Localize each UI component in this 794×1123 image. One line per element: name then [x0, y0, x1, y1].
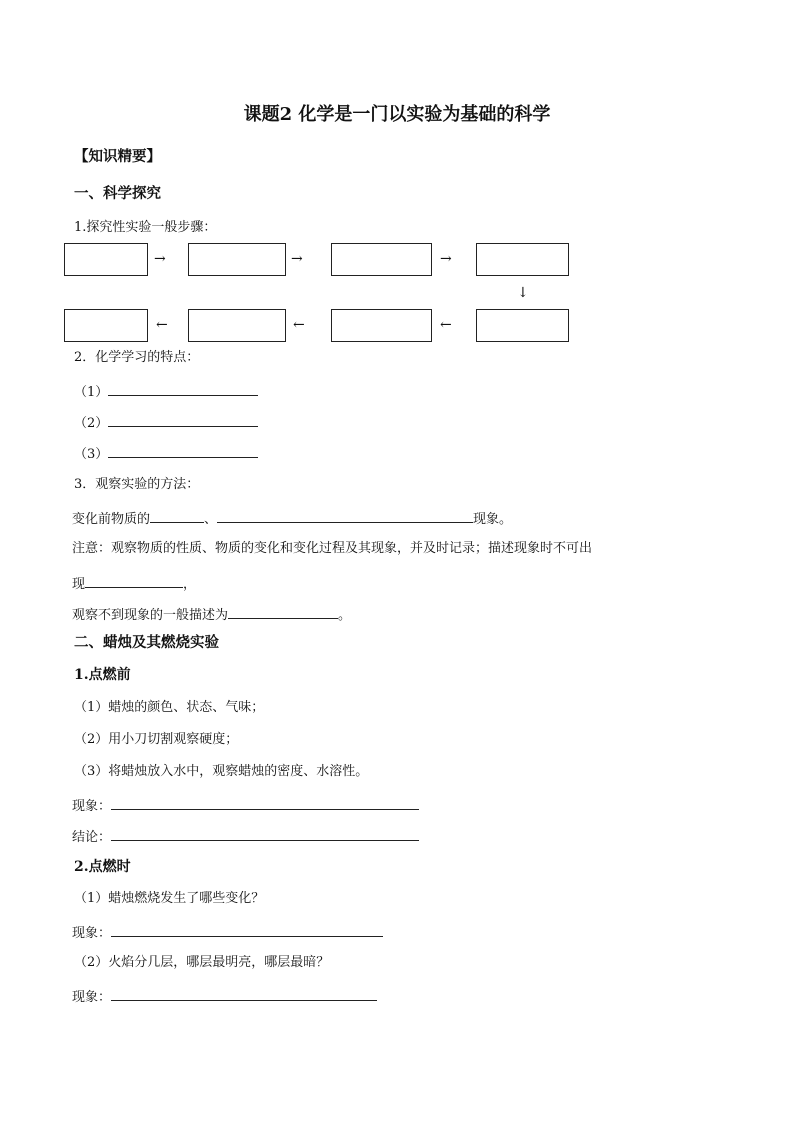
- feature-item-2: [74, 414, 258, 430]
- right-arrow-icon: →: [440, 251, 452, 267]
- line-suffix: ，: [183, 577, 197, 592]
- conclusion-label: 结论：: [72, 830, 112, 845]
- step-box-4[interactable]: [476, 243, 569, 276]
- item-number: （2）: [74, 416, 109, 431]
- right-arrow-icon: →: [154, 251, 166, 267]
- question-3-label: 3．观察实验的方法：: [74, 477, 200, 492]
- line-prefix: 变化前物质的: [72, 512, 151, 527]
- answer-blank[interactable]: [150, 510, 204, 523]
- step-box-7[interactable]: [188, 309, 286, 342]
- separator: 、: [204, 512, 218, 527]
- before-step-1: （1）蜡烛的颜色、状态、气味；: [74, 700, 265, 715]
- observation-line: [72, 510, 512, 526]
- answer-blank[interactable]: [111, 797, 419, 810]
- before-step-3: （3）将蜡烛放入水中，观察蜡烛的密度、水溶性。: [74, 764, 369, 779]
- answer-blank[interactable]: [228, 606, 338, 619]
- line-prefix: 现: [72, 577, 86, 592]
- down-arrow-icon: ↓: [517, 285, 529, 301]
- right-arrow-icon: →: [291, 251, 303, 267]
- during-phenomenon-line-1: [72, 924, 383, 940]
- step-box-5[interactable]: [476, 309, 569, 342]
- item-number: （1）: [74, 385, 109, 400]
- answer-blank[interactable]: [111, 988, 377, 1001]
- answer-blank[interactable]: [108, 414, 258, 427]
- before-phenomenon-line: [72, 797, 419, 813]
- phenomenon-label: 现象：: [72, 799, 112, 814]
- left-arrow-icon: ←: [293, 317, 305, 333]
- step-box-8[interactable]: [64, 309, 148, 342]
- knowledge-heading: 【知识精要】: [74, 148, 161, 165]
- line-suffix: 。: [338, 608, 352, 623]
- line-suffix: 现象。: [473, 512, 513, 527]
- before-lighting-heading: 1.点燃前: [74, 667, 131, 683]
- during-lighting-heading: 2.点燃时: [74, 859, 131, 875]
- section2-heading: 二、蜡烛及其燃烧实验: [74, 634, 219, 651]
- answer-blank[interactable]: [217, 510, 473, 523]
- before-step-2: （2）用小刀切割观察硬度；: [74, 732, 239, 747]
- before-conclusion-line: [72, 828, 419, 844]
- answer-blank[interactable]: [108, 383, 258, 396]
- section1-heading: 一、科学探究: [74, 185, 161, 202]
- line-prefix: 观察不到现象的一般描述为: [72, 608, 229, 623]
- step-box-2[interactable]: [188, 243, 286, 276]
- question-2-label: 2．化学学习的特点：: [74, 350, 200, 365]
- feature-item-3: [74, 445, 258, 461]
- during-question-1: （1）蜡烛燃烧发生了哪些变化？: [74, 891, 265, 906]
- item-number: （3）: [74, 447, 109, 462]
- note-line-2: [72, 575, 196, 591]
- question-1-label: 1.探究性实验一般步骤：: [74, 220, 217, 235]
- answer-blank[interactable]: [85, 575, 183, 588]
- left-arrow-icon: ←: [156, 317, 168, 333]
- answer-blank[interactable]: [111, 828, 419, 841]
- note-line-3: [72, 606, 351, 622]
- feature-item-1: [74, 383, 258, 399]
- step-box-1[interactable]: [64, 243, 148, 276]
- phenomenon-label: 现象：: [72, 926, 112, 941]
- during-phenomenon-line-2: [72, 988, 377, 1004]
- note-text: 注意：观察物质的性质、物质的变化和变化过程及其现象，并及时记录；描述现象时不可出: [72, 541, 593, 556]
- page-title: 课题2 化学是一门以实验为基础的科学: [243, 104, 551, 125]
- answer-blank[interactable]: [108, 445, 258, 458]
- phenomenon-label: 现象：: [72, 990, 112, 1005]
- left-arrow-icon: ←: [440, 317, 452, 333]
- step-box-3[interactable]: [331, 243, 432, 276]
- during-question-2: （2）火焰分几层，哪层最明亮，哪层最暗？: [74, 955, 330, 970]
- step-box-6[interactable]: [331, 309, 432, 342]
- answer-blank[interactable]: [111, 924, 383, 937]
